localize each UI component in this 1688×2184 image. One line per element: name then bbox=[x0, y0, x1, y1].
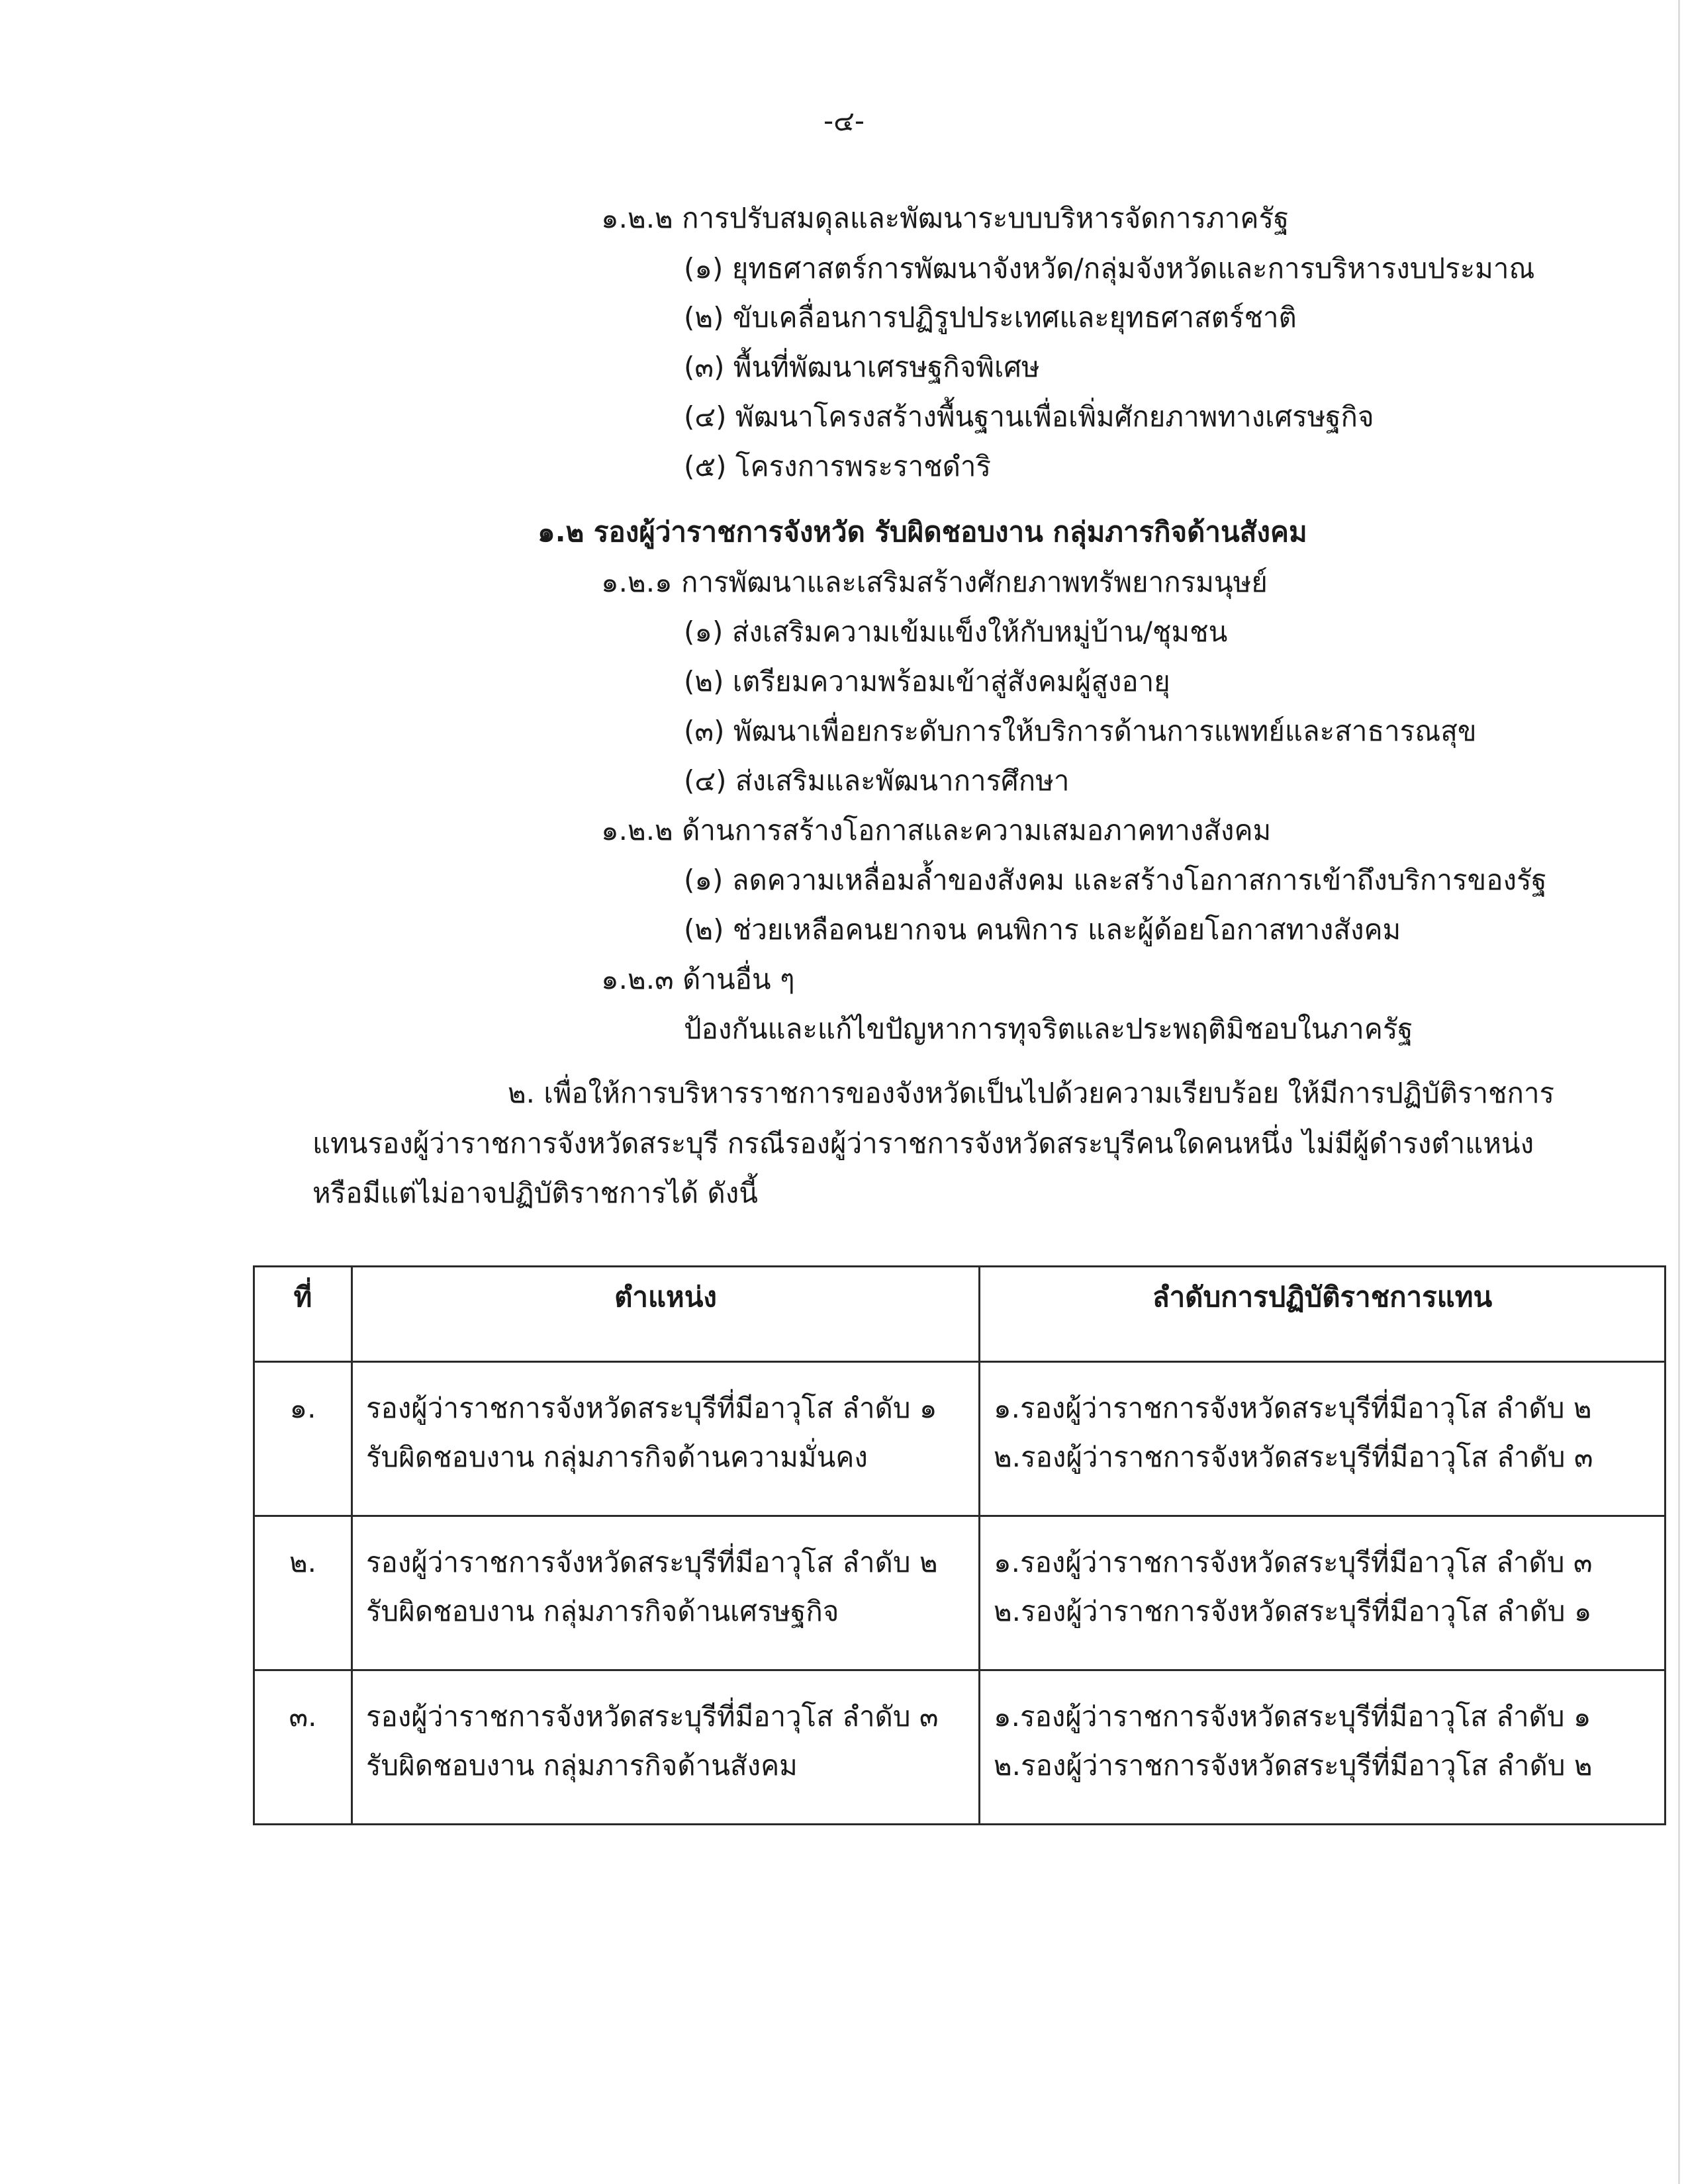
table-row bbox=[254, 1516, 1665, 1670]
delegation-table bbox=[253, 1265, 1666, 1825]
order-cell bbox=[980, 1362, 1665, 1516]
page-number: -๔- bbox=[823, 105, 865, 137]
scan-edge bbox=[1678, 0, 1680, 2184]
column-header-order: ลำดับการปฏิบัติราชการแทน bbox=[980, 1267, 1665, 1362]
row-number: ๒. bbox=[254, 1516, 352, 1670]
column-header-position: ตำแหน่ง bbox=[352, 1267, 980, 1362]
position-line: รองผู้ว่าราชการจังหวัดสระบุรีที่มีอาวุโส ลำดับ ๓ bbox=[366, 1700, 939, 1733]
list-item: (๑) ส่งเสริมความเข้มแข็งให้กับหมู่บ้าน/ชุมชน bbox=[684, 615, 1228, 648]
row-number: ๓. bbox=[254, 1670, 352, 1825]
subsection-heading-1-2-2: ๑.๒.๒ ด้านการสร้างโอกาสและความเสมอภาคทางสังคม bbox=[601, 814, 1272, 846]
subsection-heading-1-2-3: ๑.๒.๓ ด้านอื่น ๆ bbox=[601, 963, 795, 995]
list-item: (๑) ลดความเหลื่อมล้ำของสังคม และสร้างโอกาสการเข้าถึงบริการของรัฐ bbox=[684, 864, 1547, 896]
position-line: รองผู้ว่าราชการจังหวัดสระบุรีที่มีอาวุโส ลำดับ ๒ bbox=[366, 1546, 938, 1578]
order-cell bbox=[980, 1516, 1665, 1670]
list-item: (๒) เตรียมความพร้อมเข้าสู่สังคมผู้สูงอายุ bbox=[684, 665, 1170, 698]
order-line: ๒.รองผู้ว่าราชการจังหวัดสระบุรีที่มีอาวุโส ลำดับ ๒ bbox=[994, 1749, 1593, 1782]
list-item: (๓) พื้นที่พัฒนาเศรษฐกิจพิเศษ bbox=[684, 351, 1040, 383]
row-number: ๑. bbox=[254, 1362, 352, 1516]
position-line: รับผิดชอบงาน กลุ่มภารกิจด้านความมั่นคง bbox=[366, 1441, 868, 1473]
subsection-heading-1-2-1: ๑.๒.๑ การพัฒนาและเสริมสร้างศักยภาพทรัพยากรมนุษย์ bbox=[601, 566, 1268, 598]
paragraph-line: หรือมีแต่ไม่อาจปฏิบัติราชการได้ ดังนี้ bbox=[312, 1177, 758, 1209]
section-heading-1-2: ๑.๒ รองผู้ว่าราชการจังหวัด รับผิดชอบงาน กลุ่มภารกิจด้านสังคม bbox=[538, 516, 1307, 548]
list-item: ป้องกันและแก้ไขปัญหาการทุจริตและประพฤติมิชอบในภาครัฐ bbox=[684, 1013, 1413, 1045]
order-line: ๒.รองผู้ว่าราชการจังหวัดสระบุรีที่มีอาวุโส ลำดับ ๑ bbox=[994, 1595, 1592, 1627]
list-item: (๓) พัฒนาเพื่อยกระดับการให้บริการด้านการแพทย์และสาธารณสุข bbox=[684, 715, 1477, 747]
list-item: (๒) ช่วยเหลือคนยากจน คนพิการ และผู้ด้อยโอกาสทางสังคม bbox=[684, 913, 1401, 946]
position-line: รับผิดชอบงาน กลุ่มภารกิจด้านสังคม bbox=[366, 1749, 798, 1782]
order-cell bbox=[980, 1670, 1665, 1825]
table-row bbox=[254, 1670, 1665, 1825]
position-cell bbox=[352, 1516, 980, 1670]
position-cell bbox=[352, 1670, 980, 1825]
order-line: ๑.รองผู้ว่าราชการจังหวัดสระบุรีที่มีอาวุโส ลำดับ ๓ bbox=[994, 1546, 1593, 1578]
order-line: ๑.รองผู้ว่าราชการจังหวัดสระบุรีที่มีอาวุโส ลำดับ ๒ bbox=[994, 1392, 1592, 1424]
column-header-no: ที่ bbox=[254, 1267, 352, 1362]
paragraph-line: ๒. เพื่อให้การบริหารราชการของจังหวัดเป็นไปด้วยความเรียบร้อย ให้มีการปฏิบัติราชการ bbox=[508, 1077, 1555, 1109]
position-line: รับผิดชอบงาน กลุ่มภารกิจด้านเศรษฐกิจ bbox=[366, 1595, 839, 1627]
paragraph-line: แทนรองผู้ว่าราชการจังหวัดสระบุรี กรณีรองผู้ว่าราชการจังหวัดสระบุรีคนใดคนหนึ่ง ไม่มีผู้ดำรงตำแหน่ง bbox=[312, 1127, 1534, 1160]
list-item: (๔) ส่งเสริมและพัฒนาการศึกษา bbox=[684, 764, 1070, 797]
table-row bbox=[254, 1362, 1665, 1516]
position-line: รองผู้ว่าราชการจังหวัดสระบุรีที่มีอาวุโส ลำดับ ๑ bbox=[366, 1392, 937, 1424]
section-heading-1-2-2: ๑.๒.๒ การปรับสมดุลและพัฒนาระบบบริหารจัดการภาครัฐ bbox=[601, 202, 1289, 234]
table-header-row bbox=[254, 1267, 1665, 1362]
list-item: (๒) ขับเคลื่อนการปฏิรูปประเทศและยุทธศาสตร์ชาติ bbox=[684, 301, 1297, 334]
list-item: (๔) พัฒนาโครงสร้างพื้นฐานเพื่อเพิ่มศักยภาพทางเศรษฐกิจ bbox=[684, 400, 1374, 433]
order-line: ๒.รองผู้ว่าราชการจังหวัดสระบุรีที่มีอาวุโส ลำดับ ๓ bbox=[994, 1441, 1593, 1473]
order-line: ๑.รองผู้ว่าราชการจังหวัดสระบุรีที่มีอาวุโส ลำดับ ๑ bbox=[994, 1700, 1591, 1733]
list-item: (๑) ยุทธศาสตร์การพัฒนาจังหวัด/กลุ่มจังหวัดและการบริหารงบประมาณ bbox=[684, 252, 1535, 285]
list-item: (๕) โครงการพระราชดำริ bbox=[684, 450, 992, 482]
position-cell bbox=[352, 1362, 980, 1516]
